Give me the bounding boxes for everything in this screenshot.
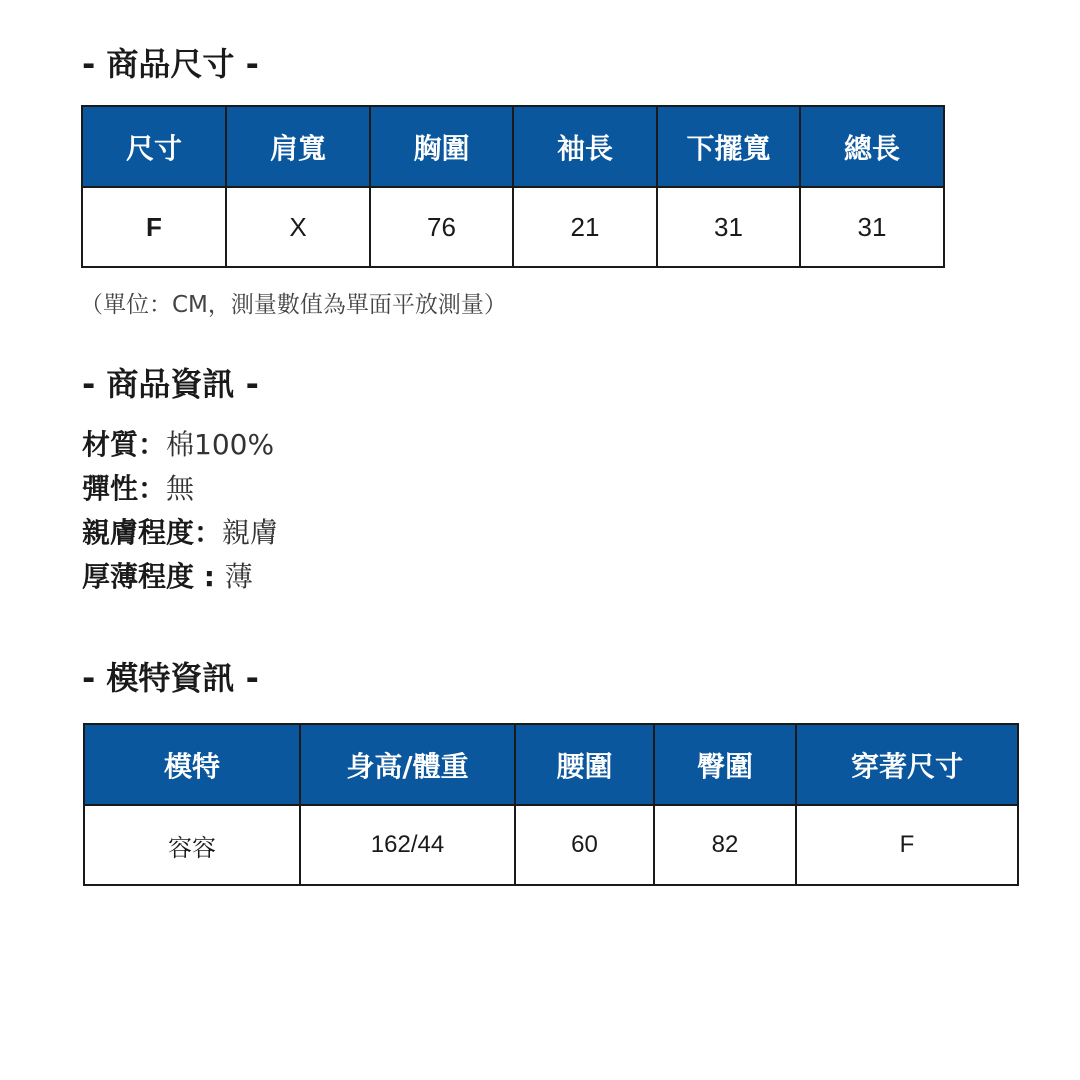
info-section-title: - 商品資訊 - [82,365,259,403]
size-header-cell: 下擺寬 [657,106,800,187]
size-header-cell: 總長 [800,106,944,187]
info-key: 親膚程度： [82,516,223,549]
model-header-cell: 腰圍 [515,724,654,805]
size-header-cell: 尺寸 [82,106,226,187]
model-table [83,723,1019,886]
size-section-title: - 商品尺寸 - [82,45,259,83]
size-cell: X [226,187,370,267]
list-item [82,423,278,467]
list-item [82,555,278,599]
model-header-cell: 身高/體重 [300,724,515,805]
list-item [82,467,278,511]
size-header-cell: 肩寬 [226,106,370,187]
table-row [82,187,944,267]
size-table [81,105,945,268]
list-item [82,511,278,555]
info-value: 棉100% [166,428,275,461]
size-header-cell: 胸圍 [370,106,513,187]
size-cell: 31 [657,187,800,267]
size-cell: 31 [800,187,944,267]
info-key: 彈性： [82,472,167,505]
size-cell: 76 [370,187,513,267]
size-header-cell: 袖長 [513,106,657,187]
model-header-cell: 臀圍 [654,724,796,805]
measurement-note: （單位：CM，測量數值為單面平放測量） [80,292,507,318]
model-cell: F [796,805,1018,885]
model-cell: 162/44 [300,805,515,885]
model-header-cell: 穿著尺寸 [796,724,1018,805]
model-cell: 60 [515,805,654,885]
info-value: 薄 [224,560,253,593]
model-table-header-row [84,724,1018,805]
model-header-cell: 模特 [84,724,300,805]
info-value: 無 [166,472,195,505]
info-value: 親膚 [222,516,279,549]
table-row [84,805,1018,885]
size-table-header-row [82,106,944,187]
size-cell: 21 [513,187,657,267]
size-cell: F [82,187,226,267]
model-cell: 82 [654,805,796,885]
model-section-title: - 模特資訊 - [82,659,259,697]
info-key: 厚薄程度 : [82,560,225,593]
product-info-list [82,423,278,599]
info-key: 材質： [82,428,167,461]
model-cell: 容容 [84,805,300,885]
